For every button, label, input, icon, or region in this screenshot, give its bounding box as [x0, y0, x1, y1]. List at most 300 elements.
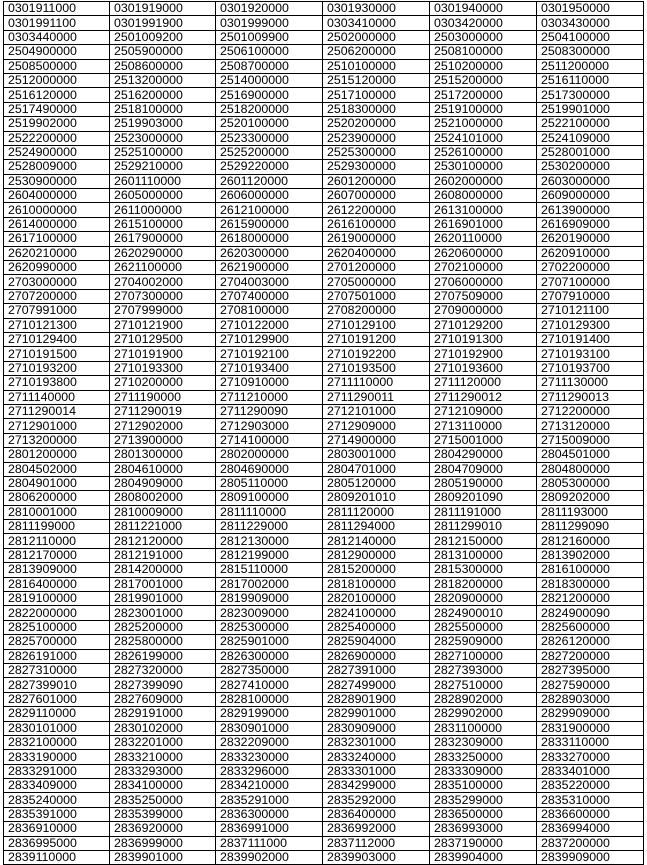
- table-cell: 2517100000: [323, 88, 430, 102]
- table-cell: 2605000000: [110, 189, 216, 203]
- table-cell: 2712200000: [537, 404, 644, 418]
- table-cell: 0303410000: [323, 16, 430, 30]
- table-cell: 2510100000: [323, 59, 430, 73]
- table-cell: 2511200000: [537, 59, 644, 73]
- table-cell: 2513200000: [110, 73, 216, 87]
- table-cell: 2705000000: [323, 275, 430, 289]
- table-cell: 2508700000: [216, 59, 323, 73]
- table-cell: 2839901000: [110, 851, 216, 865]
- table-cell: 2830101000: [4, 721, 110, 735]
- table-cell: 2710121100: [537, 304, 644, 318]
- table-cell: 2519902000: [4, 117, 110, 131]
- table-cell: 2812170000: [4, 548, 110, 562]
- table-cell: 2713200000: [4, 433, 110, 447]
- table-cell: 2804909000: [110, 476, 216, 490]
- table-cell: 2710129400: [4, 332, 110, 346]
- table-cell: 2510200000: [430, 59, 537, 73]
- table-row: [4, 232, 644, 246]
- table-row: [4, 174, 644, 188]
- table-cell: 2707501000: [323, 289, 430, 303]
- table-cell: 2613100000: [430, 203, 537, 217]
- table-cell: 2827499000: [323, 678, 430, 692]
- table-cell: 2706000000: [430, 275, 537, 289]
- table-cell: 2833296000: [216, 764, 323, 778]
- table-cell: 2836999000: [110, 836, 216, 850]
- table-cell: 2515200000: [430, 73, 537, 87]
- table-cell: 2701200000: [323, 261, 430, 275]
- table-cell: 2518200000: [216, 102, 323, 116]
- table-cell: 2702200000: [537, 261, 644, 275]
- table-cell: 2839909000: [537, 851, 644, 865]
- table-row: [4, 649, 644, 663]
- table-cell: 2812130000: [216, 534, 323, 548]
- table-row: [4, 448, 644, 462]
- table-cell: 2711140000: [4, 390, 110, 404]
- table-cell: 2504100000: [537, 30, 644, 44]
- table-cell: 2808002000: [110, 491, 216, 505]
- table-cell: 2827393000: [430, 663, 537, 677]
- table-cell: 2711130000: [537, 376, 644, 390]
- table-cell: 2833401000: [537, 764, 644, 778]
- table-cell: 2827609000: [110, 692, 216, 706]
- table-cell: 2804800000: [537, 462, 644, 476]
- table-cell: 2710191400: [537, 332, 644, 346]
- table-cell: 2516900000: [216, 88, 323, 102]
- table-cell: 2818200000: [430, 577, 537, 591]
- table-cell: 2829902000: [430, 707, 537, 721]
- table-cell: 2837200000: [537, 836, 644, 850]
- table-cell: 2835100000: [430, 779, 537, 793]
- table-cell: 2813100000: [430, 548, 537, 562]
- table-cell: 2712109000: [430, 404, 537, 418]
- table-cell: 2832309000: [430, 735, 537, 749]
- table-row: [4, 476, 644, 490]
- table-cell: 2832100000: [4, 735, 110, 749]
- table-cell: 2707910000: [537, 289, 644, 303]
- table-row: [4, 30, 644, 44]
- table-cell: 2708100000: [216, 304, 323, 318]
- table-cell: 2812900000: [323, 548, 430, 562]
- table-cell: 2710910000: [216, 376, 323, 390]
- table-cell: 2601200000: [323, 174, 430, 188]
- table-cell: 2615900000: [216, 217, 323, 231]
- table-cell: 2523300000: [216, 131, 323, 145]
- table-row: [4, 419, 644, 433]
- table-cell: 2702100000: [430, 261, 537, 275]
- table-cell: 2824900010: [430, 606, 537, 620]
- table-cell: 2710193800: [4, 376, 110, 390]
- table-cell: 2809201090: [430, 491, 537, 505]
- table-row: [4, 404, 644, 418]
- table-cell: 2839904000: [430, 851, 537, 865]
- table-cell: 2710193700: [537, 361, 644, 375]
- table-cell: 2710129500: [110, 332, 216, 346]
- table-cell: 2508100000: [430, 45, 537, 59]
- table-cell: 2829110000: [4, 707, 110, 721]
- table-cell: 2815110000: [216, 563, 323, 577]
- table-cell: 2620910000: [537, 246, 644, 260]
- table-cell: 2611000000: [110, 203, 216, 217]
- table-cell: 2836991000: [216, 822, 323, 836]
- table-cell: 2833230000: [216, 750, 323, 764]
- table-cell: 2714900000: [323, 433, 430, 447]
- table-cell: 2828902000: [430, 692, 537, 706]
- table-cell: 2832201000: [110, 735, 216, 749]
- table-cell: 2836910000: [4, 822, 110, 836]
- table-cell: 2612200000: [323, 203, 430, 217]
- table-cell: 2806200000: [4, 491, 110, 505]
- table-cell: 2836920000: [110, 822, 216, 836]
- table-row: [4, 433, 644, 447]
- table-cell: 2825901000: [216, 635, 323, 649]
- table-cell: 2819909000: [216, 592, 323, 606]
- table-cell: 2523000000: [110, 131, 216, 145]
- table-cell: 2620190000: [537, 232, 644, 246]
- table-cell: 2529210000: [110, 160, 216, 174]
- table-cell: 2714100000: [216, 433, 323, 447]
- table-cell: 2612100000: [216, 203, 323, 217]
- table-cell: 2620600000: [430, 246, 537, 260]
- table-cell: 2836500000: [430, 807, 537, 821]
- table-cell: 2810001000: [4, 505, 110, 519]
- table-cell: 2620990000: [4, 261, 110, 275]
- table-cell: 2710193600: [430, 361, 537, 375]
- table-cell: 2835391000: [4, 807, 110, 821]
- table-cell: 2523900000: [323, 131, 430, 145]
- table-cell: 2839902000: [216, 851, 323, 865]
- table-cell: 2520200000: [323, 117, 430, 131]
- table-cell: 2835291000: [216, 793, 323, 807]
- table-cell: 2825700000: [4, 635, 110, 649]
- table-row: [4, 534, 644, 548]
- table-cell: 2502000000: [323, 30, 430, 44]
- table-cell: 2827590000: [537, 678, 644, 692]
- table-cell: 2827395000: [537, 663, 644, 677]
- table-cell: 2617900000: [110, 232, 216, 246]
- table-cell: 2811299090: [537, 520, 644, 534]
- table-cell: 2827510000: [430, 678, 537, 692]
- table-cell: 0301920000: [216, 2, 323, 16]
- table-cell: 2707200000: [4, 289, 110, 303]
- table-cell: 2827399090: [110, 678, 216, 692]
- table-row: [4, 620, 644, 634]
- table-cell: 2825600000: [537, 620, 644, 634]
- table-cell: 2712901000: [4, 419, 110, 433]
- table-cell: 2804690000: [216, 462, 323, 476]
- table-cell: 2710193500: [323, 361, 430, 375]
- table-cell: 2709000000: [430, 304, 537, 318]
- table-cell: 2835299000: [430, 793, 537, 807]
- table-cell: 2519903000: [110, 117, 216, 131]
- table-row: [4, 678, 644, 692]
- table-cell: 2827391000: [323, 663, 430, 677]
- table-cell: 2712909000: [323, 419, 430, 433]
- table-cell: 2621900000: [216, 261, 323, 275]
- table-cell: 2827310000: [4, 663, 110, 677]
- table-cell: 2827601000: [4, 692, 110, 706]
- table-cell: 2835220000: [537, 779, 644, 793]
- table-cell: 2519100000: [430, 102, 537, 116]
- table-cell: 2707300000: [110, 289, 216, 303]
- table-cell: 2620300000: [216, 246, 323, 260]
- table-row: [4, 88, 644, 102]
- table-cell: 2820900000: [430, 592, 537, 606]
- table-row: [4, 45, 644, 59]
- table-cell: 2805300000: [537, 476, 644, 490]
- table-cell: 2603000000: [537, 174, 644, 188]
- table-row: [4, 347, 644, 361]
- table-cell: 2817001000: [110, 577, 216, 591]
- table-cell: 2811193000: [537, 505, 644, 519]
- table-cell: 2508300000: [537, 45, 644, 59]
- table-cell: 2715001000: [430, 433, 537, 447]
- table-cell: 2813902000: [537, 548, 644, 562]
- table-cell: 2707991000: [4, 304, 110, 318]
- table-cell: 2814200000: [110, 563, 216, 577]
- table-row: [4, 102, 644, 116]
- table-cell: 2836400000: [323, 807, 430, 821]
- table-cell: 2833291000: [4, 764, 110, 778]
- table-cell: 2818300000: [537, 577, 644, 591]
- table-cell: 2803001000: [323, 448, 430, 462]
- table-cell: 2824100000: [323, 606, 430, 620]
- table-cell: 0301950000: [537, 2, 644, 16]
- table-cell: 2620400000: [323, 246, 430, 260]
- table-cell: 2836994000: [537, 822, 644, 836]
- table-cell: 2710192900: [430, 347, 537, 361]
- table-cell: 2825904000: [323, 635, 430, 649]
- table-cell: 2517300000: [537, 88, 644, 102]
- table-row: [4, 779, 644, 793]
- table-cell: 0301999000: [216, 16, 323, 30]
- table-cell: 0301991100: [4, 16, 110, 30]
- table-cell: 2834210000: [216, 779, 323, 793]
- table-cell: 2823009000: [216, 606, 323, 620]
- table-cell: 2811221000: [110, 520, 216, 534]
- table-row: [4, 217, 644, 231]
- table-cell: 2508600000: [110, 59, 216, 73]
- table-cell: 2522100000: [537, 117, 644, 131]
- table-cell: 2516200000: [110, 88, 216, 102]
- table-cell: 2833293000: [110, 764, 216, 778]
- table-cell: 2815200000: [323, 563, 430, 577]
- table-cell: 0301919000: [110, 2, 216, 16]
- table-cell: 2512000000: [4, 73, 110, 87]
- table-cell: 2604000000: [4, 189, 110, 203]
- table-cell: 2524109000: [537, 131, 644, 145]
- table-row: [4, 750, 644, 764]
- table-cell: 2835240000: [4, 793, 110, 807]
- table-cell: 2828901900: [323, 692, 430, 706]
- table-cell: 2813909000: [4, 563, 110, 577]
- table-cell: 2520100000: [216, 117, 323, 131]
- table-cell: 2528001000: [537, 145, 644, 159]
- table-row: [4, 807, 644, 821]
- table-cell: 2712902000: [110, 419, 216, 433]
- table-cell: 2829191000: [110, 707, 216, 721]
- table-cell: 2825300000: [216, 620, 323, 634]
- table-cell: 2710191200: [323, 332, 430, 346]
- table-cell: 2829901000: [323, 707, 430, 721]
- table-cell: 2833210000: [110, 750, 216, 764]
- table-cell: 2710191500: [4, 347, 110, 361]
- table-cell: 2827350000: [216, 663, 323, 677]
- table-cell: 2804610000: [110, 462, 216, 476]
- table-row: [4, 851, 644, 865]
- table-cell: 2711290013: [537, 390, 644, 404]
- table-cell: 2609000000: [537, 189, 644, 203]
- table-cell: 2805120000: [323, 476, 430, 490]
- table-row: [4, 505, 644, 519]
- table-cell: 2710193300: [110, 361, 216, 375]
- table-row: [4, 793, 644, 807]
- table-cell: 2826120000: [537, 635, 644, 649]
- table-cell: 2833301000: [323, 764, 430, 778]
- table-cell: 2710191300: [430, 332, 537, 346]
- table-cell: 2610000000: [4, 203, 110, 217]
- table-row: [4, 131, 644, 145]
- table-row: [4, 592, 644, 606]
- table-cell: 2833110000: [537, 735, 644, 749]
- table-cell: 2830102000: [110, 721, 216, 735]
- table-row: [4, 491, 644, 505]
- table-row: [4, 707, 644, 721]
- table-cell: 2831900000: [537, 721, 644, 735]
- table-cell: 2608000000: [430, 189, 537, 203]
- table-cell: 2805190000: [430, 476, 537, 490]
- table-cell: 2614000000: [4, 217, 110, 231]
- table-cell: 2835250000: [110, 793, 216, 807]
- table-cell: 2828100000: [216, 692, 323, 706]
- table-row: [4, 663, 644, 677]
- table-cell: 2836992000: [323, 822, 430, 836]
- table-row: [4, 289, 644, 303]
- table-cell: 2829909000: [537, 707, 644, 721]
- table-cell: 2710129100: [323, 318, 430, 332]
- table-cell: 2710193400: [216, 361, 323, 375]
- table-cell: 2811299010: [430, 520, 537, 534]
- table-cell: 2712903000: [216, 419, 323, 433]
- table-cell: 2530900000: [4, 174, 110, 188]
- table-row: [4, 160, 644, 174]
- table-cell: 2824900090: [537, 606, 644, 620]
- table-cell: 2516120000: [4, 88, 110, 102]
- table-cell: 2832301000: [323, 735, 430, 749]
- table-cell: 2817002000: [216, 577, 323, 591]
- table-cell: 2529300000: [323, 160, 430, 174]
- table-cell: 2826191000: [4, 649, 110, 663]
- table-cell: 2805110000: [216, 476, 323, 490]
- table-cell: 2524101000: [430, 131, 537, 145]
- table-cell: 2830901000: [216, 721, 323, 735]
- table-row: [4, 318, 644, 332]
- table-cell: 2825800000: [110, 635, 216, 649]
- table-cell: 2710200000: [110, 376, 216, 390]
- table-cell: 2839110000: [4, 851, 110, 865]
- table-cell: 2710121300: [4, 318, 110, 332]
- table-cell: 2712101000: [323, 404, 430, 418]
- table-cell: 2519901000: [537, 102, 644, 116]
- table-cell: 2517490000: [4, 102, 110, 116]
- table-row: [4, 548, 644, 562]
- table-cell: 0303420000: [430, 16, 537, 30]
- table-cell: 2707400000: [216, 289, 323, 303]
- table-cell: 2825100000: [4, 620, 110, 634]
- table-cell: 0301940000: [430, 2, 537, 16]
- table-cell: 2529220000: [216, 160, 323, 174]
- table-cell: 2819901000: [110, 592, 216, 606]
- table-cell: 2618000000: [216, 232, 323, 246]
- table-row: [4, 721, 644, 735]
- table-cell: 2525300000: [323, 145, 430, 159]
- table-cell: 2812120000: [110, 534, 216, 548]
- table-cell: 2708200000: [323, 304, 430, 318]
- table-cell: 2526100000: [430, 145, 537, 159]
- table-cell: 0301911000: [4, 2, 110, 16]
- table-cell: 2620210000: [4, 246, 110, 260]
- table-cell: 2710122000: [216, 318, 323, 332]
- table-row: [4, 692, 644, 706]
- table-cell: 2812140000: [323, 534, 430, 548]
- table-cell: 2710129300: [537, 318, 644, 332]
- table-cell: 2528009000: [4, 160, 110, 174]
- table-cell: 2837190000: [430, 836, 537, 850]
- table-cell: 2833270000: [537, 750, 644, 764]
- table-cell: 2811191000: [430, 505, 537, 519]
- table-cell: 2710129200: [430, 318, 537, 332]
- table-row: [4, 764, 644, 778]
- table-row: [4, 73, 644, 87]
- table-cell: 2834100000: [110, 779, 216, 793]
- table-cell: 2501009900: [216, 30, 323, 44]
- table-cell: 0303440000: [4, 30, 110, 44]
- table-cell: 2811229000: [216, 520, 323, 534]
- table-cell: 2711210000: [216, 390, 323, 404]
- table-cell: 2839903000: [323, 851, 430, 865]
- table-row: [4, 836, 644, 850]
- table-row: [4, 462, 644, 476]
- table-cell: 2827100000: [430, 649, 537, 663]
- table-cell: 2621100000: [110, 261, 216, 275]
- table-cell: 2826199000: [110, 649, 216, 663]
- table-cell: 2715009000: [537, 433, 644, 447]
- table-cell: 2713120000: [537, 419, 644, 433]
- table-row: [4, 390, 644, 404]
- table-cell: 2811110000: [216, 505, 323, 519]
- table-row: [4, 361, 644, 375]
- table-cell: 2809202000: [537, 491, 644, 505]
- table-cell: 2827200000: [537, 649, 644, 663]
- table-cell: 2506100000: [216, 45, 323, 59]
- table-cell: 2522200000: [4, 131, 110, 145]
- table-cell: 2517200000: [430, 88, 537, 102]
- table-cell: 2613900000: [537, 203, 644, 217]
- table-cell: 2812191000: [110, 548, 216, 562]
- table-cell: 2829199000: [216, 707, 323, 721]
- table-row: [4, 16, 644, 30]
- table-cell: 2810009000: [110, 505, 216, 519]
- table-cell: 2602000000: [430, 174, 537, 188]
- table-cell: 2835292000: [323, 793, 430, 807]
- table-cell: 2710129900: [216, 332, 323, 346]
- table-cell: 2811120000: [323, 505, 430, 519]
- table-row: [4, 822, 644, 836]
- table-cell: 2504900000: [4, 45, 110, 59]
- table-row: [4, 145, 644, 159]
- table-cell: 2710193100: [537, 347, 644, 361]
- table-cell: 2515120000: [323, 73, 430, 87]
- table-cell: 0301930000: [323, 2, 430, 16]
